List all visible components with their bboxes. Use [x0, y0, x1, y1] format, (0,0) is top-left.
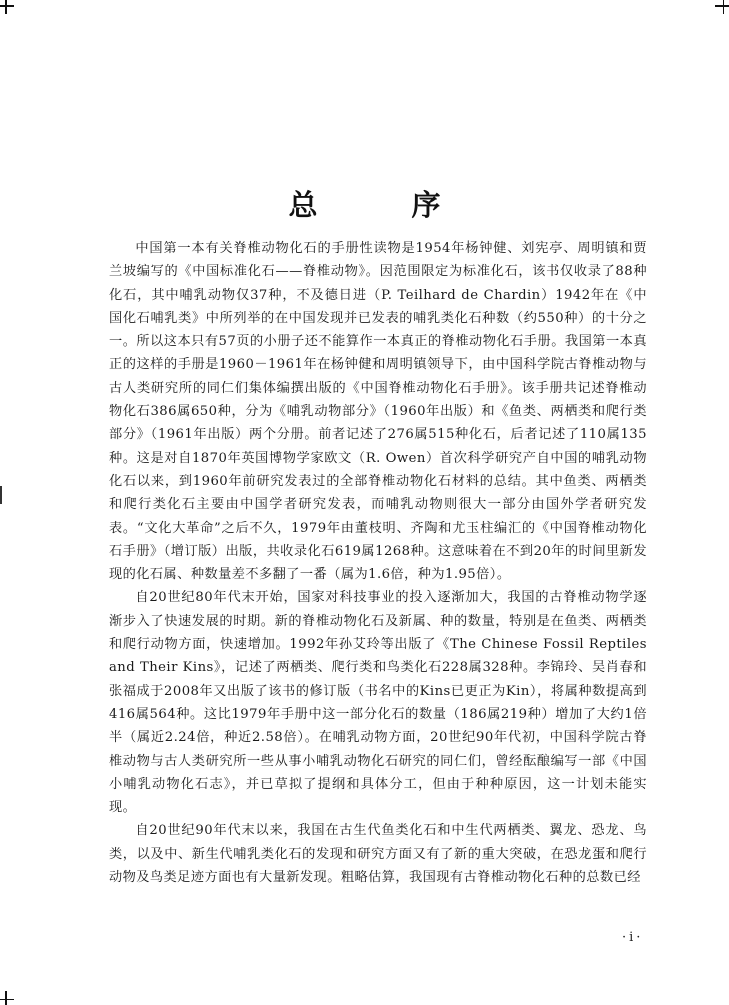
page-edge-mark: [0, 486, 2, 504]
paragraph-1: 中国第一本有关脊椎动物化石的手册性读物是1954年杨钟健、刘宪亭、周明镇和贾兰坡编写的《中国标准化石——脊椎动物》。因范围限定为标准化石，该书仅收录了88种化石，其中哺乳动物仅37种，不及德日进（P. Teilhard de Chardin）1942年在《中国化石哺乳类》中所列举的在中国发现并已发表的哺乳类化石种数（约550种）的十分之一。所以这本只有57页的小册子还不能算作一本真正的脊椎动物化石手册。我国第一本真正的这样的手册是1960－1961年在杨钟健和周明镇领导下，由中国科学院古脊椎动物与古人类研究所的同仁们集体编撰出版的《中国脊椎动物化石手册》。该手册共记述脊椎动物化石386属650种，分为《哺乳动物部分》（1960年出版）和《鱼类、两栖类和爬行类部分》（1961年出版）两个分册。前者记述了276属515种化石，后者记述了110属135种。这是对自1870年英国博物学家欧文（R. Owen）首次科学研究产自中国的哺乳动物化石以来，到1960年前研究发表过的全部脊椎动物化石材料的总结。其中鱼类、两栖类和爬行类化石主要由中国学者研究发表，而哺乳动物则很大一部分由国外学者研究发表。“文化大革命”之后不久，1979年由董枝明、齐陶和尤玉柱编汇的《中国脊椎动物化石手册》（增订版）出版，共收录化石619属1268种。这意味着在不到20年的时间里新发现的化石属、种数量差不多翻了一番（属为1.6倍，种为1.95倍）。: [109, 241, 647, 583]
paragraph-2: 自20世纪80年代末开始，国家对科技事业的投入逐渐加大，我国的古脊椎动物学逐渐步入了快速发展的时期。新的脊椎动物化石及新属、种的数量，特别是在鱼类、两栖类和爬行动物方面，快速增加。1992年孙艾玲等出版了《The Chinese Fossil Reptiles and Their Kins》，记述了两栖类、爬行类和鸟类化石228属328种。李锦玲、吴肖春和张福成于2008年又出版了该书的修订版（书名中的Kins已更正为Kin），将属种数提高到416属564种。这比1979年手册中这一部分化石的数量（186属219种）增加了大约1倍半（属近2.24倍，种近2.58倍）。在哺乳动物方面，20世纪90年代初，中国科学院古脊椎动物与古人类研究所一些从事小哺乳动物化石研究的同仁们，曾经酝酿编写一部《中国小哺乳动物化石志》，并已草拟了提纲和具体分工，但由于种种原因，这一计划未能实现。: [109, 590, 647, 816]
page-title: 总 序: [288, 188, 483, 223]
crop-mark-top-left-horizontal: [0, 5, 14, 7]
paragraph-3: 自20世纪90年代末以来，我国在古生代鱼类化石和中生代两栖类、翼龙、恐龙、鸟类，以及中、新生代哺乳类化石的发现和研究方面又有了新的重大突破，在恐龙蛋和爬行动物及鸟类足迹方面也有大量新发现。粗略估算，我国现有古脊椎动物化石种的总数已经: [109, 823, 647, 886]
page-number: ·i·: [622, 930, 644, 945]
body-text: [109, 237, 647, 889]
crop-mark-bottom-left-horizontal: [0, 999, 14, 1001]
crop-mark-top-right-vertical: [723, 0, 725, 14]
crop-mark-bottom-left-vertical: [5, 991, 7, 1005]
crop-mark-top-left-vertical: [5, 0, 7, 14]
